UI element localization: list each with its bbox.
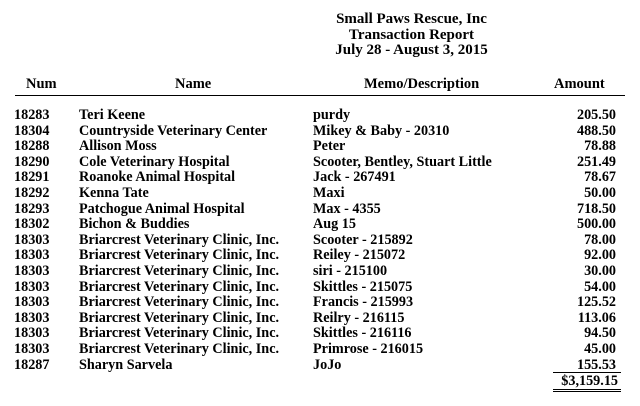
row-amount: 125.52 — [576, 294, 616, 311]
table-row — [0, 358, 640, 374]
table-row — [0, 170, 640, 186]
row-name: Roanoke Animal Hospital — [79, 169, 236, 186]
header-rule — [15, 95, 625, 96]
table-row — [0, 311, 640, 327]
row-amount: 30.00 — [584, 262, 616, 279]
row-amount: 500.00 — [576, 216, 616, 233]
row-memo: Skittles - 215075 — [313, 278, 413, 295]
table-row — [0, 186, 640, 202]
row-name: Cole Veterinary Hospital — [79, 153, 230, 170]
row-amount: 45.00 — [584, 340, 616, 357]
row-amount: 78.00 — [584, 231, 616, 248]
row-num: 18303 — [14, 325, 50, 342]
transaction-table — [0, 108, 640, 373]
table-row — [0, 108, 640, 124]
row-name: Briarcrest Veterinary Clinic, Inc. — [79, 309, 280, 326]
row-num: 18283 — [14, 107, 50, 123]
row-amount: 50.00 — [584, 184, 616, 201]
row-name: Bichon & Buddies — [79, 216, 190, 233]
table-row — [0, 342, 640, 358]
table-row — [0, 124, 640, 140]
row-amount: 54.00 — [584, 278, 616, 295]
row-name: Allison Moss — [79, 138, 157, 155]
row-amount: 94.50 — [584, 325, 616, 342]
row-num: 18303 — [14, 340, 50, 357]
row-amount: 488.50 — [576, 122, 616, 139]
row-memo: Peter — [313, 138, 346, 155]
row-name: Briarcrest Veterinary Clinic, Inc. — [79, 262, 280, 279]
table-row — [0, 202, 640, 218]
row-amount: 92.00 — [584, 247, 616, 264]
row-name: Teri Keene — [79, 107, 146, 123]
row-name: Briarcrest Veterinary Clinic, Inc. — [79, 247, 280, 264]
row-num: 18290 — [14, 153, 50, 170]
row-amount: 78.67 — [584, 169, 616, 186]
row-memo: siri - 215100 — [313, 262, 388, 279]
col-memo: Memo/Description — [364, 76, 480, 92]
row-amount: 251.49 — [576, 153, 616, 170]
row-name: Kenna Tate — [79, 184, 149, 201]
col-num: Num — [26, 76, 57, 92]
row-memo: purdy — [313, 107, 351, 123]
row-num: 18303 — [14, 231, 50, 248]
row-name: Briarcrest Veterinary Clinic, Inc. — [79, 294, 280, 311]
table-row — [0, 217, 640, 233]
report-header — [0, 12, 640, 59]
row-name: Sharyn Sarvela — [79, 356, 173, 373]
row-num: 18291 — [14, 169, 50, 186]
table-row — [0, 248, 640, 264]
table-row — [0, 264, 640, 280]
table-row — [0, 155, 640, 171]
row-num: 18303 — [14, 262, 50, 279]
table-row — [0, 295, 640, 311]
row-memo: Scooter - 215892 — [313, 231, 413, 248]
row-memo: Skittles - 216116 — [313, 325, 412, 342]
row-name: Briarcrest Veterinary Clinic, Inc. — [79, 278, 280, 295]
org-name: Small Paws Rescue, Inc — [336, 11, 487, 27]
col-amount: Amount — [554, 76, 605, 92]
total-amount: $3,159.15 — [561, 373, 618, 389]
row-name: Briarcrest Veterinary Clinic, Inc. — [79, 340, 280, 357]
row-num: 18303 — [14, 278, 50, 295]
col-name: Name — [175, 76, 212, 92]
row-num: 18304 — [14, 122, 50, 139]
report-period: July 28 - August 3, 2015 — [335, 42, 488, 58]
row-num: 18288 — [14, 138, 50, 155]
report-title: Transaction Report — [348, 26, 475, 43]
row-memo: Mikey & Baby - 20310 — [313, 122, 450, 139]
row-amount: 78.88 — [584, 138, 616, 155]
table-row — [0, 233, 640, 249]
total-double-rule-top — [553, 389, 621, 390]
row-amount: 113.06 — [577, 309, 616, 326]
table-row — [0, 280, 640, 296]
row-amount: 205.50 — [576, 107, 616, 123]
row-num: 18302 — [14, 216, 50, 233]
row-name: Countryside Veterinary Center — [79, 122, 268, 139]
row-memo: Reiley - 215072 — [313, 247, 406, 264]
row-name: Briarcrest Veterinary Clinic, Inc. — [79, 325, 280, 342]
row-amount: 718.50 — [576, 200, 616, 217]
row-num: 18293 — [14, 200, 50, 217]
row-memo: Scooter, Bentley, Stuart Little — [313, 153, 492, 170]
table-row — [0, 326, 640, 342]
row-num: 18292 — [14, 184, 50, 201]
row-memo: Francis - 215993 — [313, 294, 414, 311]
row-memo: Max - 4355 — [313, 200, 381, 217]
row-num: 18303 — [14, 309, 50, 326]
row-memo: JoJo — [313, 356, 342, 373]
row-name: Briarcrest Veterinary Clinic, Inc. — [79, 231, 280, 248]
row-amount: 155.53 — [576, 356, 616, 373]
total-double-rule-bottom — [553, 391, 621, 392]
row-num: 18303 — [14, 294, 50, 311]
row-memo: Aug 15 — [313, 216, 356, 233]
row-num: 18303 — [14, 247, 50, 264]
table-row — [0, 139, 640, 155]
row-memo: Primrose - 216015 — [313, 340, 424, 357]
row-memo: Reilry - 216115 — [313, 309, 405, 326]
row-memo: Jack - 267491 — [313, 169, 396, 186]
row-memo: Maxi — [313, 184, 345, 201]
row-name: Patchogue Animal Hospital — [79, 200, 245, 217]
row-num: 18287 — [14, 356, 50, 373]
